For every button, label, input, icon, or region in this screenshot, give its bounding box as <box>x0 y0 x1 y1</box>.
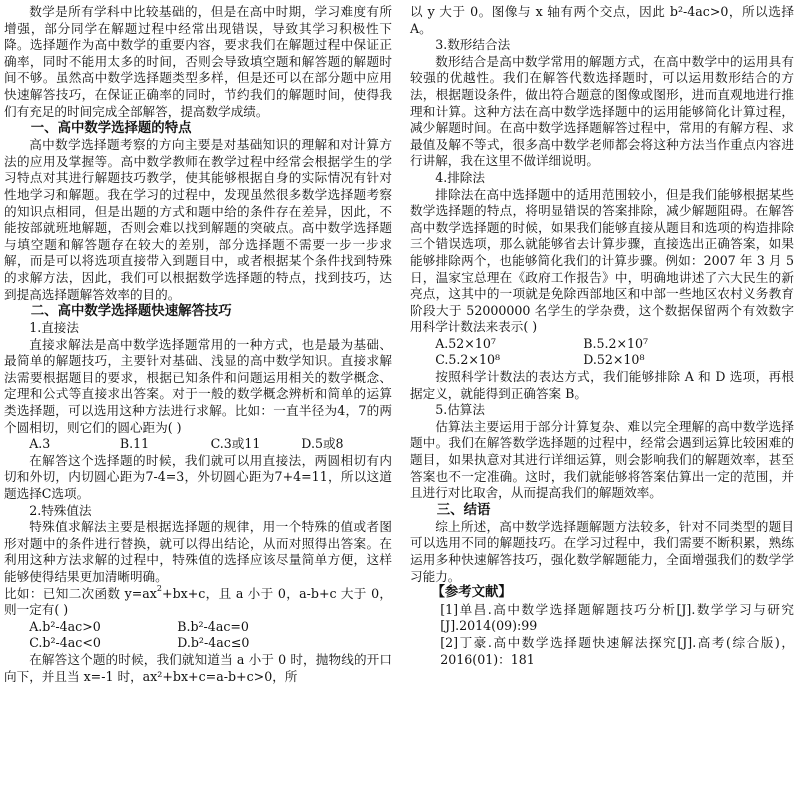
question-part-1: 比如：已知二次函数 y=ax <box>4 585 157 601</box>
characteristics-paragraph: 高中数学选择题考察的方向主要是对基础知识的理解和对计算方法的应用及掌握等。高中数学教师在教学过程中经常会根据学生的学习特点对其进行解题技巧教学，使其能够根据自身的实际情况有针对性地学习和解题。我在学习的过程中，发现虽然很多数学选择题考察的知识点相同，但是出题的方式和题中给的条件存在差异，因此，不能按部就班地解题，否则会难以找到解题的突破点。高中数学选择题与填空题和解答题存在较大的差别，部分选择题不需要一步一步求解，而是可以将选项直接带入到题目中，或者根据某个条件找到特殊的求解方法，因此，我们可以根据数学选择题的特点，找到技巧，达到提高选择题解答效率的目的。 <box>4 137 392 302</box>
left-column <box>4 4 392 685</box>
option-b: B.11 <box>119 436 150 452</box>
options-row-1 <box>4 436 392 453</box>
elimination-solution: 按照科学计数法的表达方式，我们能够排除 A 和 D 选项，再根据定义，就能得到正确答案 B。 <box>410 369 794 401</box>
option-a: A.52×10⁷ <box>435 335 496 351</box>
number-shape-paragraph: 数形结合是高中数学常用的解题方式，在高中数学中的运用具有较强的优越性。我们在解答代数选择题时，可以运用数形结合的方法，根据题设条件，做出符合题意的图像或图形，进而直观地进行推理和计算。这种方法在高中数学选择题中的运用能够简化计算过程，减少解题时间。在高中数学选择题解答过程中，常用的有解方程、求最值及解不等式，很多高中数学老师都会将这种方法当作重点内容进行讲解，我在这里不做详细说明。 <box>410 53 794 169</box>
option-d: D.5或8 <box>301 436 344 452</box>
reference-item-1: [1]单昌.高中数学选择题解题技巧分析[J].数学学习与研究[J].2014(09):99 <box>440 601 794 634</box>
direct-method-paragraph: 直接求解法是高中数学选择题常用的一种方式，也是最为基础、最简单的解题技巧，主要针对基础、浅显的高中数学知识。直接求解法需要根据题目的要求，根据已知条件和问题运用相关的数学概念、定理和公式等直接求出答案。对于一般的数学概念辨析和简单的运算类选择题，可以选用这种方法进行求解。比如：一直半径为4，7的两个圆相切，则它们的圆心距为( ) <box>4 336 392 435</box>
section-heading-techniques: 二、高中数学选择题快速解答技巧 <box>30 304 232 320</box>
right-column <box>410 4 794 668</box>
options-row-2b <box>4 635 392 652</box>
special-value-solution-cont: 以 y 大于 0。图像与 x 轴有两个交点，因此 b²-4ac>0，所以选择 A。 <box>410 4 794 36</box>
subheading-elimination: 4.排除法 <box>435 169 485 185</box>
subheading-estimation: 5.估算法 <box>435 402 485 418</box>
option-b: B.b²-4ac=0 <box>177 618 249 634</box>
reference-item-2: [2]丁豪.高中数学选择题快速解法探究[J].高考(综合版)，2016(01)：181 <box>440 634 794 667</box>
references-heading: 【参考文献】 <box>431 585 512 601</box>
superscript-2: 2 <box>156 583 163 593</box>
intro-paragraph: 数学是所有学科中比较基础的，但是在高中时期，学习难度有所增强，部分同学在解题过程中经常出现错误，导致其学习积极性下降。选择题作为高中数学的重要内容，要求我们在解题过程中保证正确率，同时不能用太多的时间，否则会导致填空题和解答题的解题时间不够。虽然高中数学选择题类型多样，但是还可以在部分题中应用快速解答技巧，在保证正确率的同时，节约我们的解题时间，使得我们有充足的时间完成全部解答，提高数学成绩。 <box>4 4 392 119</box>
conclusion-paragraph: 综上所述，高中数学选择题解题方法较多，针对不同类型的题目可以选用不同的解题技巧。在学习过程中，我们需要不断积累，熟练运用多种快速解答技巧，强化数学解题能力，全面增强我们的数学学习能力。 <box>410 518 794 584</box>
option-d: D.b²-4ac≤0 <box>177 635 250 651</box>
direct-method-solution: 在解答这个选择题的时候，我们就可以用直接法，两圆相切有内切和外切，内切圆心距为7-4=3，外切圆心距为7+4=11，所以这道题选择C选项。 <box>4 452 392 502</box>
options-row-3a <box>410 336 794 353</box>
subheading-special-value: 2.特殊值法 <box>29 502 92 518</box>
elimination-paragraph: 排除法在高中选择题中的适用范围较小，但是我们能够根据某些数学选择题的特点，将明显错误的答案排除，减少解题阻碍。在解答高中数学选择题的时候，如果我们能够直接从题目和选项的构造排除三个错误选项，那么就能够省去计算步骤，直接选出正确答案，如果能够排除两个，也能够简化我们的计算步骤。例如：2007 年 3 月 5 日，温家宝总理在《政府工作报告》中，明确地讲述了六大民生的新亮点，这其中的一项就是免除西部地区和中部一些地区农村义务教育阶段大于 52000000 名学生的学杂费，这个数据保留两个有效数字用科学计数法来表示( ) <box>410 186 794 335</box>
option-a: A.b²-4ac>0 <box>29 618 101 634</box>
option-b: B.5.2×10⁷ <box>583 335 649 351</box>
special-value-solution: 在解答这个题的时候，我们就知道当 a 小于 0 时，抛物线的开口向下，并且当 x=-1 时，ax²+bx+c=a-b+c>0，所 <box>4 651 392 684</box>
option-d: D.52×10⁸ <box>583 352 645 368</box>
special-value-paragraph: 特殊值求解法主要是根据选择题的规律，用一个特殊的值或者图形对题中的条件进行替换，就可以得出结论，从而对照得出答案。在利用这种方法求解的过程中，特殊值的选择应该尽量简单方便，这样能够使得结果更加清晰明确。 <box>4 519 392 584</box>
estimation-paragraph: 估算法主要运用于部分计算复杂、难以完全理解的高中数学选择题中。我们在解答数学选择题的过程中，经常会遇到运算比较困难的题目，如果执意对其进行详细运算，则会影响我们的解题效率，甚至答案也不一定准确。这时，我们就能够将答案估算出一定的范围，并且进行对比取舍，从而提高我们的解题效率。 <box>410 418 794 501</box>
option-c: C.b²-4ac<0 <box>29 635 101 651</box>
options-row-2a <box>4 619 392 636</box>
options-row-3b <box>410 352 794 369</box>
question-part-2: +bx+c，且 a 小于 0，a-b+c 大于 0，则一定有( ) <box>4 585 392 618</box>
option-a: A.3 <box>29 436 51 452</box>
section-heading-conclusion: 三、结语 <box>436 502 491 518</box>
subheading-direct-method: 1.直接法 <box>29 320 79 336</box>
option-c: C.5.2×10⁸ <box>435 352 501 368</box>
option-c: C.3或11 <box>210 436 261 452</box>
special-value-question <box>4 583 392 619</box>
section-heading-characteristics: 一、高中数学选择题的特点 <box>30 121 192 137</box>
subheading-number-shape: 3.数形结合法 <box>435 37 511 53</box>
